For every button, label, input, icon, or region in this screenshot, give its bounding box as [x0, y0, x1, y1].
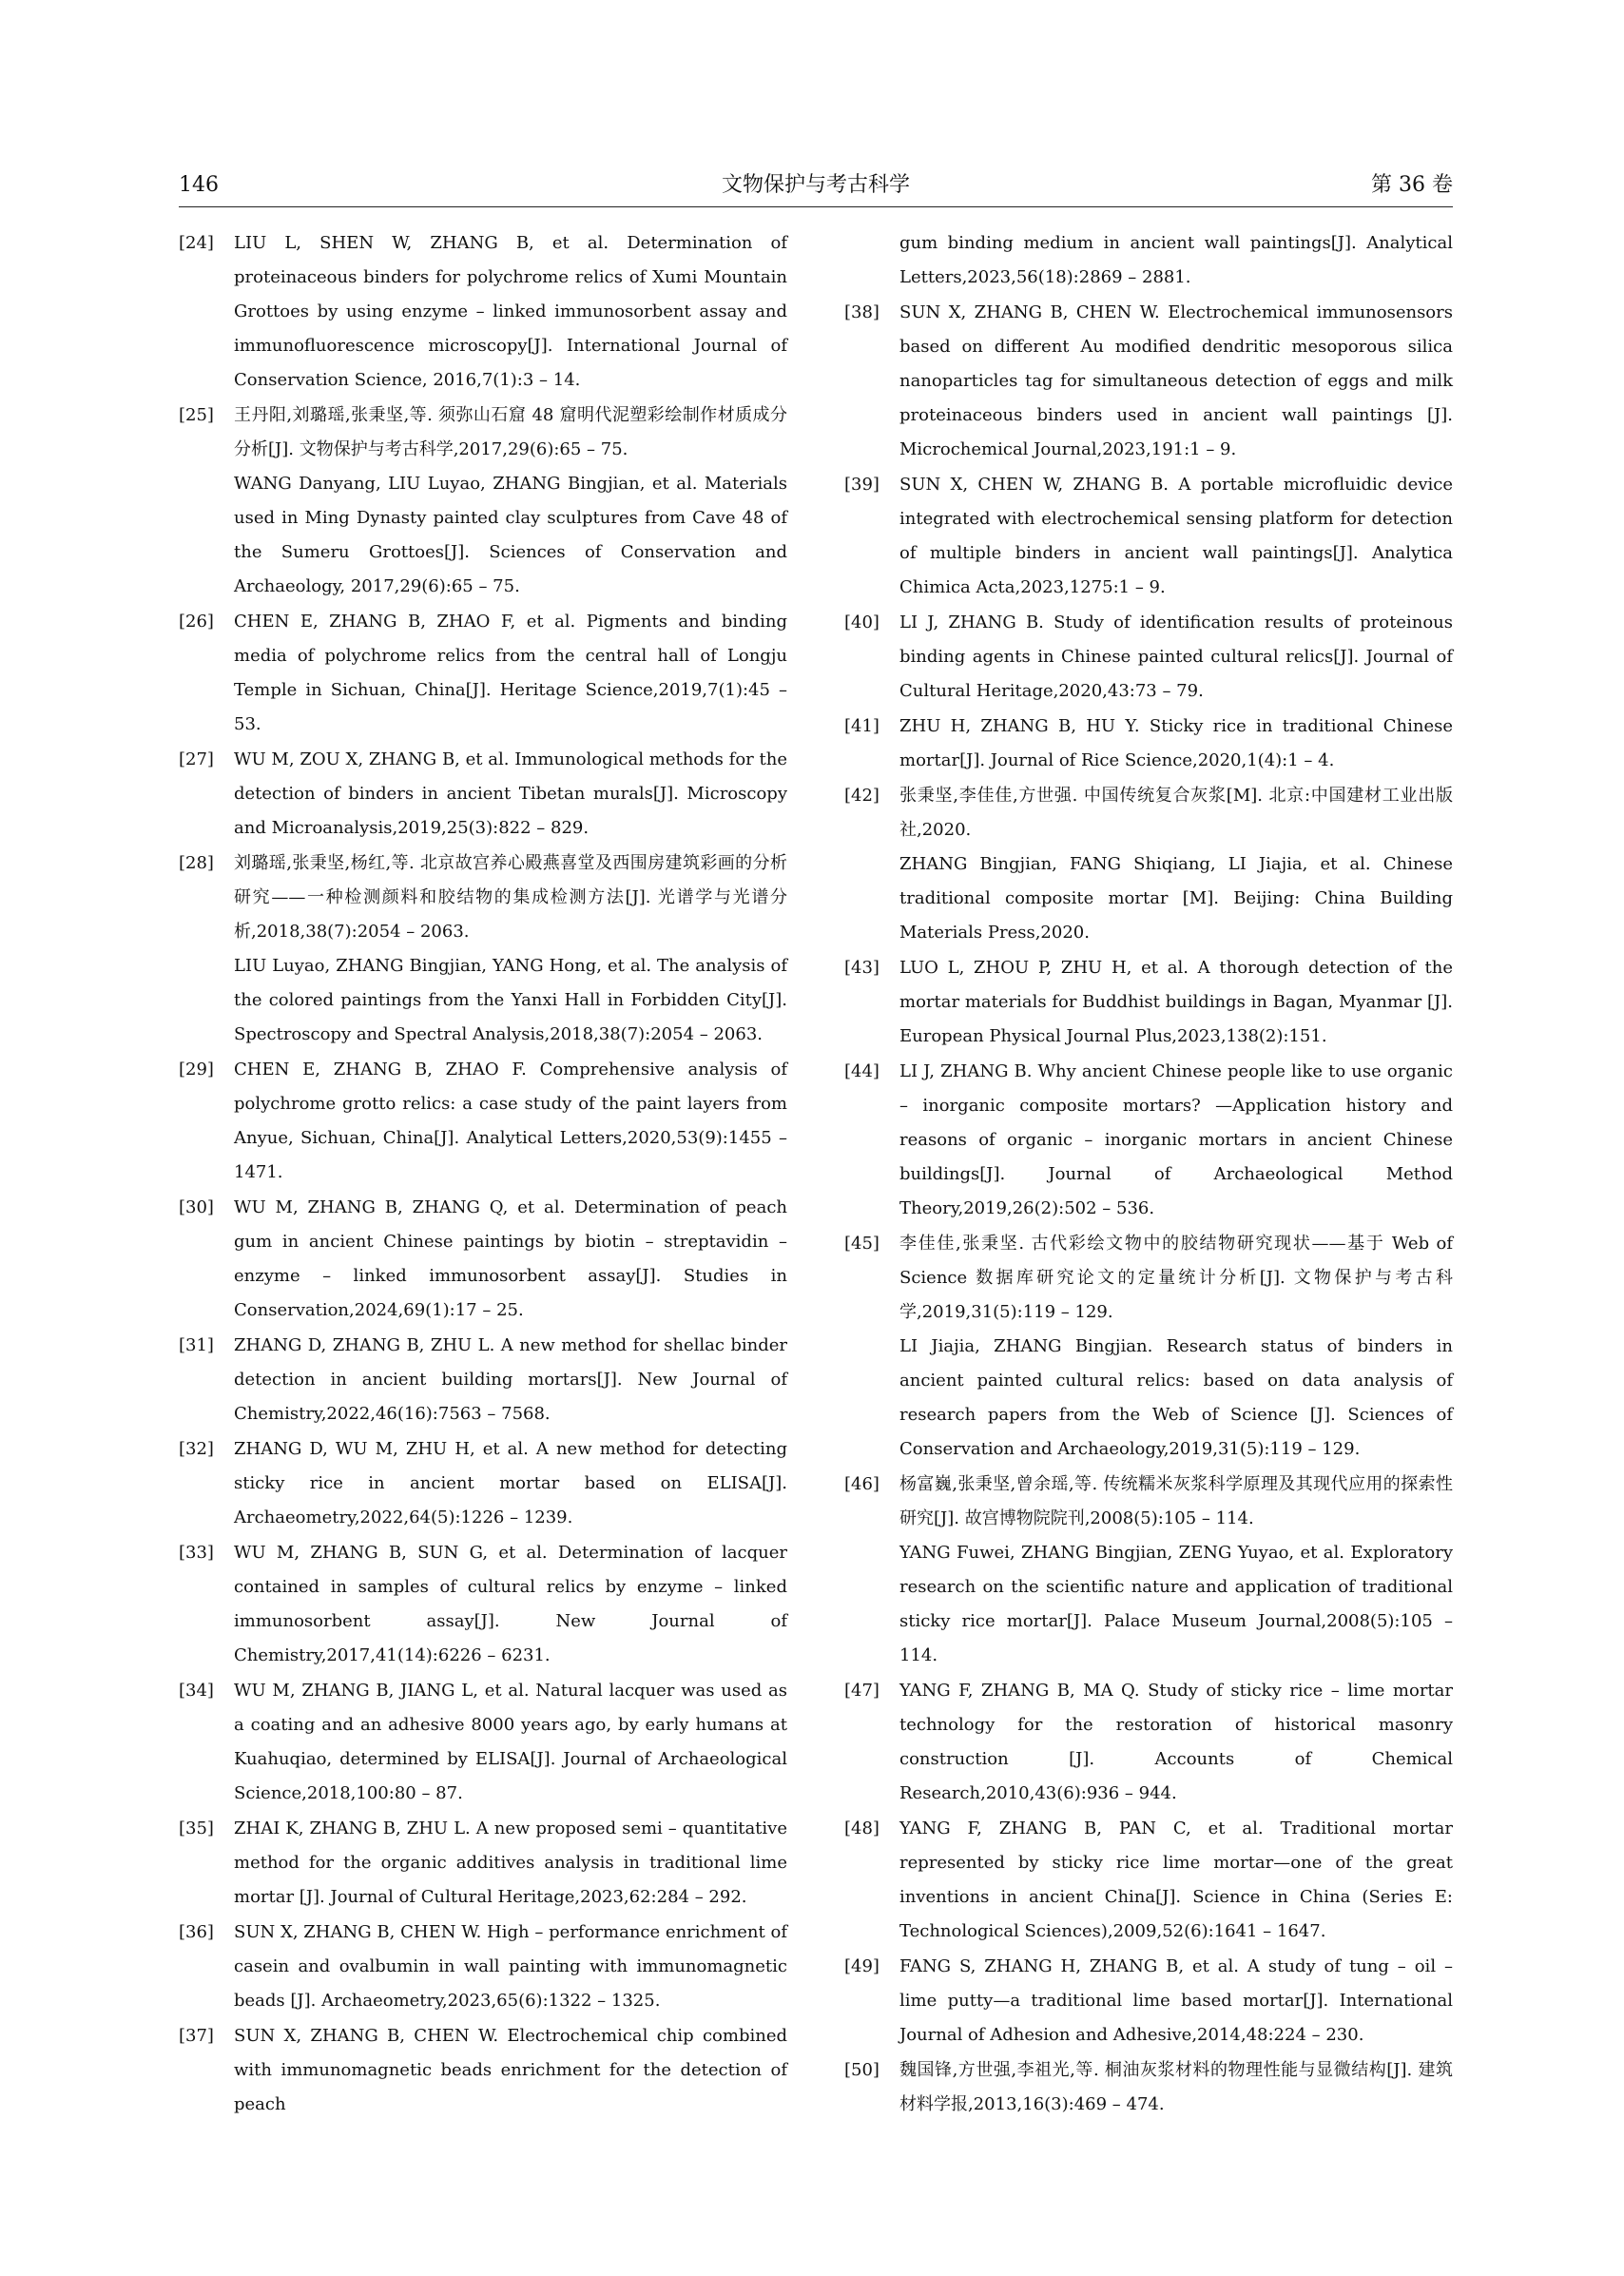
reference-number: [47]: [844, 1681, 880, 1701]
reference-text: LI J, ZHANG B. Study of identification results of proteinous binding agents in Chinese painted cultural relics[J]. Journal of Cultural Heritage,2020,43:73 – 79.: [899, 613, 1453, 701]
reference-text: CHEN E, ZHANG B, ZHAO F. Comprehensive analysis of polychrome grotto relics: a case study of the paint layers from Anyue, Sichuan, China[J]. Analytical Letters,2020,53(9):1455 – 1471.: [234, 1060, 787, 1182]
reference-text: LI J, ZHANG B. Why ancient Chinese people like to use organic – inorganic composite mortars? —Application history and reasons of organic – inorganic mortars in ancient Chinese buildings[J]. Journal of Archaeological Method Theory,2019,26(2):502 – 536.: [899, 1061, 1453, 1218]
reference-entry: [179, 605, 787, 742]
reference-text: ZHU H, ZHANG B, HU Y. Sticky rice in traditional Chinese mortar[J]. Journal of Rice Science,2020,1(4):1 – 4.: [899, 716, 1453, 770]
reference-number: [48]: [844, 1819, 880, 1838]
reference-text: WU M, ZHANG B, ZHANG Q, et al. Determination of peach gum in ancient Chinese paintings by biotin – streptavidin – enzyme – linked immunosorbent assay[J]. Studies in Conservation,2024,69(1):17 – 25.: [234, 1197, 787, 1320]
reference-number: [41]: [844, 716, 880, 736]
reference-number: [28]: [179, 853, 214, 873]
running-header: [179, 171, 1453, 209]
reference-number: [24]: [179, 233, 214, 253]
volume-label: 第 36 卷: [1371, 173, 1453, 197]
reference-entry: [179, 1191, 787, 1328]
left-column-references: [179, 226, 787, 2123]
reference-entry: [179, 1812, 787, 1915]
reference-entry: [179, 1916, 787, 2018]
reference-translation: YANG Fuwei, ZHANG Bingjian, ZENG Yuyao, et al. Exploratory research on the scientific nature and application of traditional sticky rice mortar[J]. Palace Museum Journal,2008(5):105 – 114.: [899, 1543, 1453, 1665]
reference-text: WU M, ZHANG B, JIANG L, et al. Natural lacquer was used as a coating and an adhesive 8000 years ago, by early humans at Kuahuqiao, determined by ELISA[J]. Journal of Archaeological Science,2018,100:80 – 87.: [234, 1681, 787, 1803]
reference-text: ZHANG D, ZHANG B, ZHU L. A new method for shellac binder detection in ancient building mortars[J]. New Journal of Chemistry,2022,46(16):7563 – 7568.: [234, 1335, 787, 1424]
reference-number: [30]: [179, 1197, 214, 1217]
reference-number: [46]: [844, 1474, 880, 1494]
reference-text: SUN X, CHEN W, ZHANG B. A portable microfluidic device integrated with electrochemical sensing platform for detection of multiple binders in ancient wall paintings[J]. Analytica Chimica Acta,2023,1275:1 – 9.: [899, 475, 1453, 597]
reference-translation: LI Jiajia, ZHANG Bingjian. Research status of binders in ancient painted cultural relics: based on data analysis of research papers from the Web of Science [J]. Sciences of Conservation and Archaeology,2019,31(5):119 – 129.: [899, 1336, 1453, 1459]
reference-entry: [844, 468, 1453, 605]
reference-number: [26]: [179, 612, 214, 632]
reference-number: [39]: [844, 475, 880, 495]
reference-number: [32]: [179, 1439, 214, 1459]
reference-entry: [844, 710, 1453, 778]
reference-number: [45]: [844, 1234, 880, 1254]
reference-text: ZHAI K, ZHANG B, ZHU L. A new proposed semi – quantitative method for the organic additives analysis in traditional lime mortar [J]. Journal of Cultural Heritage,2023,62:284 – 292.: [234, 1819, 787, 1907]
reference-entry: [844, 606, 1453, 709]
reference-entry: [179, 1674, 787, 1811]
reference-text: 李佳佳,张秉坚. 古代彩绘文物中的胶结物研究现状——基于 Web of Science 数据库研究论文的定量统计分析[J]. 文物保护与考古科学,2019,31(5):119 – 129.: [899, 1234, 1453, 1322]
reference-number: [31]: [179, 1335, 214, 1355]
reference-number: [34]: [179, 1681, 214, 1701]
reference-entry: [844, 1468, 1453, 1673]
reference-entry: [179, 1536, 787, 1673]
reference-text: gum binding medium in ancient wall paintings[J]. Analytical Letters,2023,56(18):2869 – 2881.: [899, 233, 1453, 287]
reference-entry: [179, 846, 787, 1052]
reference-entry: [179, 1053, 787, 1190]
reference-number: [49]: [844, 1956, 880, 1976]
reference-number: [33]: [179, 1543, 214, 1563]
reference-number: [27]: [179, 749, 214, 769]
right-column-references: [844, 226, 1453, 2123]
reference-entry: [844, 1227, 1453, 1467]
reference-text: LIU L, SHEN W, ZHANG B, et al. Determination of proteinaceous binders for polychrome relics of Xumi Mountain Grottoes by using enzyme – linked immunosorbent assay and immunofluorescence microscopy[J]. International Journal of Conservation Science, 2016,7(1):3 – 14.: [234, 233, 787, 390]
reference-text: WU M, ZOU X, ZHANG B, et al. Immunological methods for the detection of binders in ancient Tibetan murals[J]. Microscopy and Microanalysis,2019,25(3):822 – 829.: [234, 749, 787, 838]
reference-number: [37]: [179, 2026, 214, 2046]
reference-number: [44]: [844, 1061, 880, 1081]
reference-number: [43]: [844, 958, 880, 978]
reference-entry: [844, 1812, 1453, 1949]
reference-entry: [844, 296, 1453, 467]
reference-text: YANG F, ZHANG B, MA Q. Study of sticky rice – lime mortar technology for the restoration of historical masonry construction [J]. Accounts of Chemical Research,2010,43(6):936 – 944.: [899, 1681, 1453, 1803]
reference-entry: [844, 1950, 1453, 2052]
header-rule: [179, 206, 1453, 207]
reference-text: SUN X, ZHANG B, CHEN W. Electrochemical chip combined with immunomagnetic beads enrichment for the detection of peach: [234, 2026, 787, 2114]
reference-entry: [844, 1055, 1453, 1226]
reference-entry: [844, 2053, 1453, 2122]
reference-entry: [844, 226, 1453, 295]
reference-text: 刘璐瑶,张秉坚,杨红,等. 北京故宫养心殿燕喜堂及西围房建筑彩画的分析研究——一种检测颜料和胶结物的集成检测方法[J]. 光谱学与光谱分析,2018,38(7):2054 – 2063.: [234, 853, 787, 942]
reference-number: [50]: [844, 2060, 880, 2080]
reference-number: [36]: [179, 1922, 214, 1942]
journal-title: 文物保护与考古科学: [721, 173, 910, 197]
reference-entry: [844, 779, 1453, 950]
reference-text: 杨富巍,张秉坚,曾余瑶,等. 传统糯米灰浆科学原理及其现代应用的探索性研究[J]. 故宫博物院院刊,2008(5):105 – 114.: [899, 1474, 1453, 1528]
page-number: 146: [179, 173, 219, 197]
reference-text: CHEN E, ZHANG B, ZHAO F, et al. Pigments and binding media of polychrome relics from the central hall of Longju Temple in Sichuan, China[J]. Heritage Science,2019,7(1):45 – 53.: [234, 612, 787, 734]
reference-translation: LIU Luyao, ZHANG Bingjian, YANG Hong, et al. The analysis of the colored paintings from the Yanxi Hall in Forbidden City[J]. Spectroscopy and Spectral Analysis,2018,38(7):2054 – 2063.: [234, 956, 787, 1044]
reference-entry: [179, 743, 787, 846]
reference-text: FANG S, ZHANG H, ZHANG B, et al. A study of tung – oil – lime putty—a traditional lime based mortar[J]. International Journal of Adhesion and Adhesive,2014,48:224 – 230.: [899, 1956, 1453, 2045]
reference-text: 王丹阳,刘璐瑶,张秉坚,等. 须弥山石窟 48 窟明代泥塑彩绘制作材质成分分析[J]. 文物保护与考古科学,2017,29(6):65 – 75.: [234, 405, 787, 459]
reference-entry: [844, 1674, 1453, 1811]
reference-entry: [844, 951, 1453, 1054]
reference-text: YANG F, ZHANG B, PAN C, et al. Traditional mortar represented by sticky rice lime mortar—one of the great inventions in ancient China[J]. Science in China (Series E: Technological Sciences),2009,52(6):1641 – 1647.: [899, 1819, 1453, 1941]
reference-number: [38]: [844, 302, 880, 322]
reference-number: [35]: [179, 1819, 214, 1838]
reference-translation: WANG Danyang, LIU Luyao, ZHANG Bingjian, et al. Materials used in Ming Dynasty painted clay sculptures from Cave 48 of the Sumeru Grottoes[J]. Sciences of Conservation and Archaeology, 2017,29(6):65 – 75.: [234, 474, 787, 596]
reference-entry: [179, 2019, 787, 2122]
reference-entry: [179, 226, 787, 398]
reference-text: ZHANG D, WU M, ZHU H, et al. A new method for detecting sticky rice in ancient mortar based on ELISA[J]. Archaeometry,2022,64(5):1226 – 1239.: [234, 1439, 787, 1527]
reference-entry: [179, 1329, 787, 1431]
reference-text: SUN X, ZHANG B, CHEN W. Electrochemical immunosensors based on different Au modified dendritic mesoporous silica nanoparticles tag for simultaneous detection of eggs and milk proteinaceous binders used in ancient wall paintings [J]. Microchemical Journal,2023,191:1 – 9.: [899, 302, 1453, 459]
reference-number: [29]: [179, 1060, 214, 1080]
reference-number: [40]: [844, 613, 880, 632]
reference-text: LUO L, ZHOU P, ZHU H, et al. A thorough detection of the mortar materials for Buddhist buildings in Bagan, Myanmar [J]. European Physical Journal Plus,2023,138(2):151.: [899, 958, 1453, 1046]
reference-text: 张秉坚,李佳佳,方世强. 中国传统复合灰浆[M]. 北京:中国建材工业出版社,2020.: [899, 786, 1453, 840]
reference-translation: ZHANG Bingjian, FANG Shiqiang, LI Jiajia, et al. Chinese traditional composite mortar [M]. Beijing: China Building Materials Press,2020.: [899, 854, 1453, 943]
reference-text: 魏国锋,方世强,李祖光,等. 桐油灰浆材料的物理性能与显微结构[J]. 建筑材料学报,2013,16(3):469 – 474.: [899, 2060, 1453, 2114]
reference-text: WU M, ZHANG B, SUN G, et al. Determination of lacquer contained in samples of cultural relics by enzyme – linked immunosorbent assay[J]. New Journal of Chemistry,2017,41(14):6226 – 6231.: [234, 1543, 787, 1665]
reference-number: [42]: [844, 786, 880, 806]
reference-text: SUN X, ZHANG B, CHEN W. High – performance enrichment of casein and ovalbumin in wall painting with immunomagnetic beads [J]. Archaeometry,2023,65(6):1322 – 1325.: [234, 1922, 787, 2011]
reference-entry: [179, 399, 787, 604]
reference-number: [25]: [179, 405, 214, 425]
reference-entry: [179, 1432, 787, 1535]
